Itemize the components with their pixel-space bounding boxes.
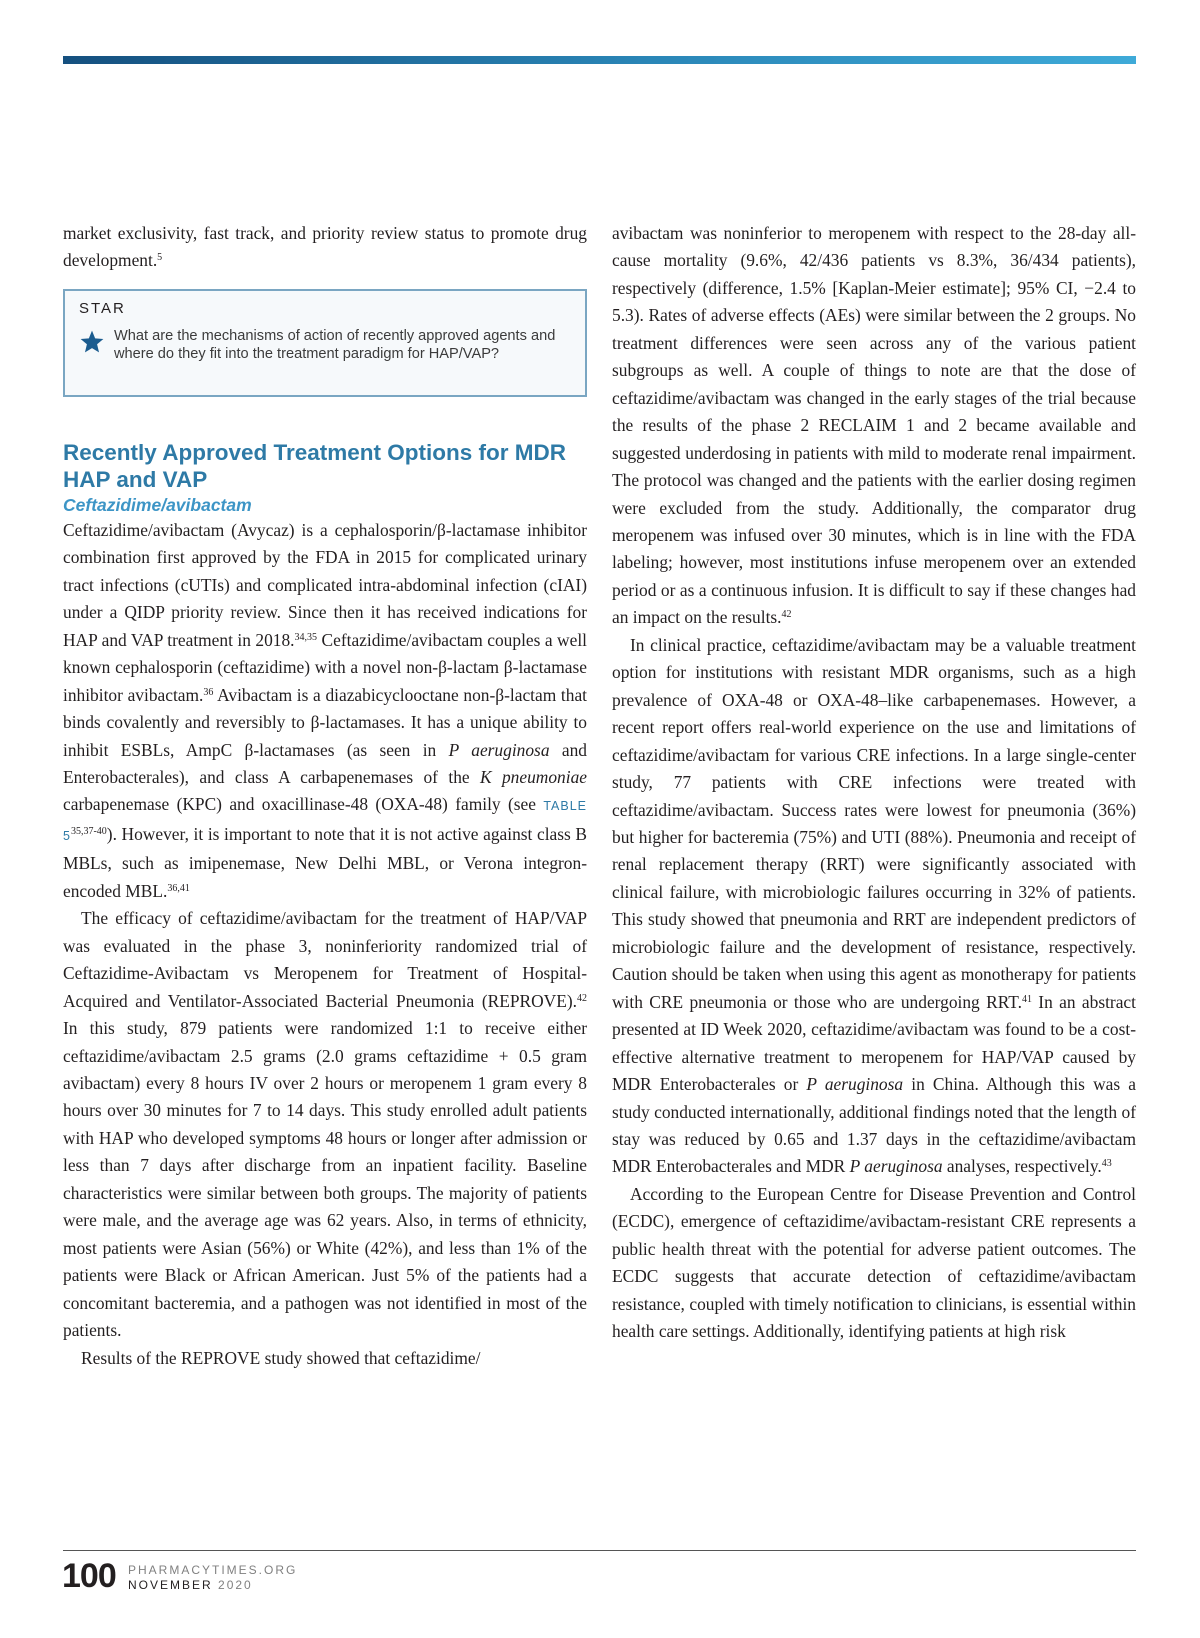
citation: 42 bbox=[577, 992, 587, 1004]
paragraph-ecdc: According to the European Centre for Disease Prevention and Control (ECDC), emergence of ceftazidime/avibactam-resistant CRE represents a public health threat with the potential for adverse patient outcomes. The ECDC suggests that accurate detection of ceftazidime/avibactam resistance, coupled with timely notification to clinicians, is essential within health care settings. Additionally, identifying patients at high risk bbox=[612, 1183, 1136, 1342]
right-column bbox=[612, 220, 1136, 1346]
paragraph-reprove-trial: The efficacy of ceftazidime/avibactam for the treatment of HAP/VAP was evaluated in the phase 3, noninferiority randomized trial of Ceftazidime-Avibactam vs Meropenem for Treatment of Hospital-Acquired and Ventilator-Associated Bacterial Pneumonia (REPROVE).$^{42}$ In this study, 879 patients were randomized 1:1 to receive either ceftazidime/avibactam 2.5 grams (2.0 grams ceftazidime + 0.5 gram avibactam) every 8 hours IV over 2 hours or meropenem 1 gram every 8 hours over 30 minutes for 7 to 14 days. This study enrolled adult patients with HAP who developed symptoms 48 hours or longer after admission or less than 7 days after discharge from an inpatient facility. Baseline characteristics were similar between both groups. The majority of patients were male, and the average age was 62 years. Also, in terms of ethnicity, most patients were Asian (56%) or White (42%), and less than 1% of the patients were Black or African American. Just 5% of the patients had a concomitant bacteremia, and a pathogen was not identified in most of the patients. bbox=[63, 908, 587, 1341]
citation: 41 bbox=[1021, 993, 1032, 1005]
citation: 34,35 bbox=[294, 631, 318, 643]
table-5-reference-link[interactable]: TABLE 5 bbox=[63, 799, 587, 843]
star-callout-box bbox=[63, 289, 587, 397]
footer-issue-date bbox=[128, 1578, 253, 1592]
star-icon bbox=[79, 329, 105, 355]
citation: 43 bbox=[1101, 1158, 1112, 1170]
paragraph-ceftazidime-intro: Ceftazidime/avibactam (Avycaz) is a cephalosporin/β-lactamase inhibitor combination first approved by the FDA in 2015 for complicated urinary tract infections (cUTIs) and complicated intra-abdominal infection (cIAI) under a QIDP priority review. Since then it has received indications for HAP and VAP treatment in 2018.$^{34,35}$ Ceftazidime/avibactam couples a well known cephalosporin (ceftazidime) with a novel non-β-lactam β-lactamase inhibitor avibactam.$^{36}$ Avibactam is a diazabicyclooctane non-β-lactam that binds covalently and reversibly to β-lactamases. It has a unique ability to inhibit ESBLs, AmpC β-lactamases (as seen in P aeruginosa and Enterobacterales), and class A carbapenemases of the K pneumoniae carbapenemase (KPC) and oxacillinase-48 (OXA-48) family (see TABLE 5$^{35,37-40}$). However, it is important to note that it is not active against class B MBLs, such as imipenemase, New Delhi MBL, or Verona integron-encoded MBL.$^{36,41}$ bbox=[63, 519, 587, 901]
citation: 42 bbox=[781, 609, 792, 621]
page-number: 100 bbox=[62, 1557, 116, 1595]
top-accent-bar bbox=[63, 56, 1136, 64]
left-column bbox=[63, 220, 587, 1372]
paragraph-reprove-results: Results of the REPROVE study showed that ceftazidime/ bbox=[81, 1347, 481, 1368]
citation: 35,37-40 bbox=[70, 825, 107, 837]
footer-month: NOVEMBER bbox=[128, 1578, 213, 1592]
paragraph-clinical-practice: In clinical practice, ceftazidime/avibactam may be a valuable treatment option for institutions with resistant MDR organisms, such as a high prevalence of OXA-48 or OXA-48–like carbapenemases. However, a recent report offers real-world experience on the use and limitations of ceftazidime/avibactam for various CRE infections. In a large single-center study, 77 patients with CRE infections were treated with ceftazidime/avibactam. Success rates were lowest for pneumonia (36%) but higher for bacteremia (75%) and UTI (88%). Pneumonia and receipt of renal replacement therapy (RRT) were significantly associated with clinical failure, with microbiologic failures occurring in 32% of patients. This study showed that pneumonia and RRT are independent predictors of microbiologic failure and the development of resistance, respectively. Caution should be taken when using this agent as monotherapy for patients with CRE pneumonia or those who are undergoing RRT.$^{41}$ In an abstract presented at ID Week 2020, ceftazidime/avibactam was found to be a cost-effective alternative treatment to meropenem for HAP/VAP caused by MDR Enterobacterales or P aeruginosa in China. Although this was a study conducted internationally, additional findings noted that the length of stay was reduced by 0.65 and 1.37 days in the ceftazidime/avibactam MDR Enterobacterales and MDR P aeruginosa analyses, respectively.$^{43}$ bbox=[612, 634, 1136, 1177]
star-callout-question: What are the mechanisms of action of recently approved agents and where do they fit into the treatment paradigm for HAP/VAP? bbox=[114, 327, 556, 363]
paragraph-reprove-results-cont: avibactam was noninferior to meropenem with respect to the 28-day all-cause mortality (9.6%, 42/436 patients vs 8.3%, 36/434 patients), respectively (difference, 1.5% [Kaplan-Meier estimate]; 95% CI, −2.4 to 5.3). Rates of adverse effects (AEs) were similar between the 2 groups. No treatment differences were seen across any of the various patient subgroups as well. A couple of things to note are that the dose of ceftazidime/avibactam was changed in the early stages of the trial because the results of the phase 2 RECLAIM 1 and 2 became available and suggested underdosing in patients with mild to moderate renal impairment. The protocol was changed and the patients with the earlier dosing regimen were excluded from the study. Additionally, the comparator drug meropenem was infused over 30 minutes, which is in line with the FDA labeling; however, most institutions infuse meropenem over an extended period or as a continuous infusion. It is difficult to say if these changes had an impact on the results.$^{42}$ bbox=[612, 223, 1136, 628]
citation: 5 bbox=[157, 252, 163, 264]
subheading-ceftazidime-avibactam: Ceftazidime/avibactam bbox=[63, 494, 252, 515]
section-heading: Recently Approved Treatment Options for MDR HAP and VAP bbox=[63, 439, 566, 492]
citation: 36 bbox=[203, 686, 214, 698]
paragraph-intro: market exclusivity, fast track, and priority review status to promote drug development.$^5$ bbox=[63, 223, 587, 271]
star-callout-title: STAR bbox=[79, 299, 126, 317]
footer-rule bbox=[63, 1550, 1136, 1551]
footer-site: PHARMACYTIMES.ORG bbox=[128, 1563, 298, 1577]
citation: 36,41 bbox=[167, 882, 190, 894]
footer-year: 2020 bbox=[218, 1578, 253, 1592]
